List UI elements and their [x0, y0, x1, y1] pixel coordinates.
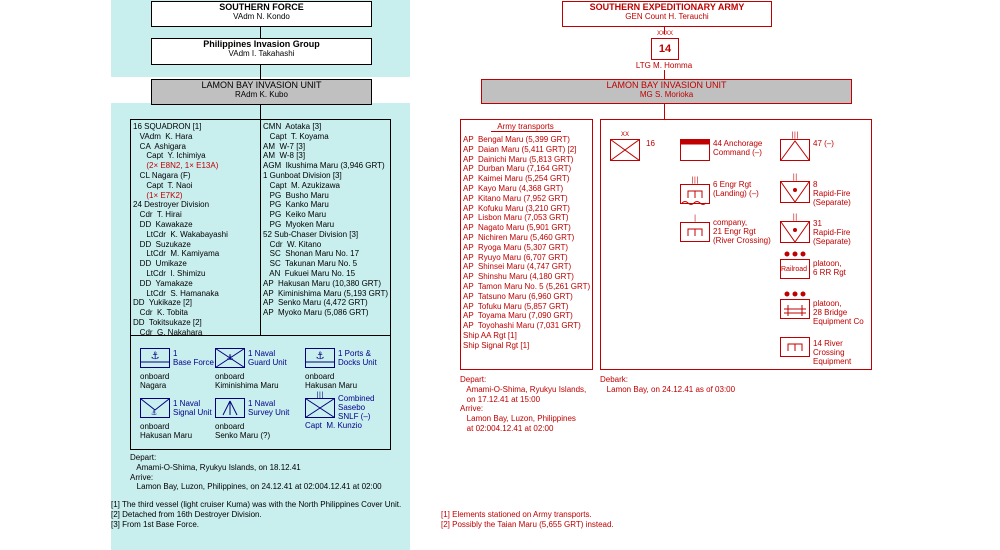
- list-item: AP Nagato Maru (5,901 GRT): [463, 223, 571, 233]
- list-item: CMN Aotaka [3]: [263, 122, 322, 131]
- list-item: LtCdr I. Shimizu: [133, 268, 206, 278]
- svg-text:⚓: ⚓: [150, 351, 160, 362]
- 14th-army-box: [651, 38, 679, 60]
- div16-sym: XX: [620, 131, 630, 138]
- svg-text:||: ||: [792, 173, 798, 181]
- bridge28-label: platoon, 28 Bridge Equipment Co: [813, 299, 864, 326]
- list-item: PG Kanko Maru: [263, 200, 329, 210]
- list-item: AP Tatsuno Maru (6,960 GRT): [463, 291, 573, 301]
- list-item: AP Kitano Maru (7,952 GRT): [463, 193, 568, 203]
- list-item: AP Toyama Maru (7,090 GRT): [463, 311, 573, 321]
- svg-text:⚓: ⚓: [226, 353, 234, 362]
- transports-title-underline: [491, 131, 561, 132]
- navy-lamon-commander: RAdm K. Kubo: [235, 90, 288, 99]
- list-item: PG Busho Maru: [263, 190, 329, 200]
- unit-name: 1 Naval Signal Unit: [173, 399, 212, 417]
- list-item: LtCdr K. Wakabayashi: [133, 229, 228, 239]
- phil-group-title: Philippines Invasion Group: [203, 39, 320, 49]
- list-item: LtCdr M. Kamiyama: [133, 249, 220, 259]
- connector: [260, 26, 261, 38]
- column-divider: [260, 119, 261, 335]
- connector: [664, 70, 665, 79]
- list-item: Capt T. Koyama: [263, 131, 329, 141]
- list-item: DD Kawakaze: [133, 219, 193, 229]
- list-item: AP Myoko Maru (5,086 GRT): [263, 308, 369, 318]
- list-item: PG Keiko Maru: [263, 210, 327, 220]
- army-14-commander: LTG M. Homma: [635, 61, 693, 70]
- svg-text:||: ||: [792, 213, 798, 221]
- list-item: AP Kofuku Maru (3,210 GRT): [463, 203, 570, 213]
- list-item: DD Umikaze: [133, 259, 187, 269]
- unit-onboard: onboard Nagara: [140, 372, 170, 390]
- list-item: AP Kaimei Maru (5,254 GRT): [463, 174, 570, 184]
- sea-commander: GEN Count H. Terauchi: [625, 12, 709, 21]
- unit-name: 1 Naval Guard Unit: [248, 349, 287, 367]
- unit-name: 1 Ports & Docks Unit: [338, 349, 377, 367]
- rgt47-label: 47 (–): [813, 139, 834, 148]
- list-item: AM W-8 [3]: [263, 151, 306, 161]
- list-item: AGM Ikushima Maru (3,946 GRT): [263, 161, 385, 171]
- army-notes: [1] Elements stationed on Army transports. [2] Possibly the Taian Maru (5,655 GRT) instead.: [441, 510, 614, 529]
- navy-notes: [1] The third vessel (light cruiser Kuma) was with the North Philippines Cover Unit. [2] Detached from 16th Destroyer Division. [3] From 1st Base Force.: [111, 500, 402, 529]
- army-lamon-commander: MG S. Morioka: [639, 90, 694, 99]
- southern-force-title: SOUTHERN FORCE: [219, 2, 304, 12]
- 31-rapid-fire-icon: [780, 213, 810, 245]
- guard-unit-icon: [215, 348, 245, 368]
- list-item: SC Shonan Maru No. 17: [263, 249, 360, 259]
- div16-label: 16: [646, 139, 655, 148]
- unit-onboard: Capt M. Kunzio: [305, 421, 362, 430]
- southern-expeditionary-army-box: [562, 1, 772, 27]
- army-transports-list: [463, 135, 590, 351]
- list-item: (2× E8N2, 1× E13A): [133, 161, 219, 171]
- list-item: Ship AA Rgt [1]: [463, 330, 517, 340]
- list-item: AP Kayo Maru (4,368 GRT): [463, 183, 564, 193]
- list-item: AN Fukuei Maru No. 15: [263, 268, 356, 278]
- list-item: AP Shinshu Maru (4,180 GRT): [463, 272, 574, 282]
- rr6-label: platoon, 6 RR Rgt: [813, 259, 846, 277]
- list-item: AM W-7 [3]: [263, 141, 306, 151]
- sea-title: SOUTHERN EXPEDITIONARY ARMY: [589, 2, 745, 12]
- 21-engineer-icon: [680, 214, 710, 244]
- list-item: AP Bengal Maru (5,399 GRT): [463, 135, 570, 144]
- base-force-icon: [140, 348, 170, 368]
- philippines-invasion-group-box: [151, 38, 372, 65]
- 6-engineer-icon: [680, 176, 710, 206]
- river14-label: 14 River Crossing Equipment: [813, 339, 852, 366]
- navy-lamon-unit-box: [151, 79, 372, 105]
- army-debark: Debark: Lamon Bay, on 24.12.41 as of 03:00: [600, 375, 736, 394]
- unit-onboard: onboard Hakusan Maru: [140, 422, 193, 440]
- list-item: AP Dainichi Maru (5,813 GRT): [463, 154, 574, 164]
- rr-symbol-text: Railroad: [781, 266, 808, 273]
- navy-lamon-title: LAMON BAY INVASION UNIT: [201, 80, 322, 90]
- unit-onboard: onboard Kiminishima Maru: [215, 372, 279, 390]
- list-item: Cdr K. Tobita: [133, 308, 188, 318]
- list-item: 1 Gunboat Division [3]: [263, 170, 342, 180]
- list-item: DD Tokitsukaze [2]: [133, 317, 202, 327]
- river-crossing-icon: [780, 337, 810, 359]
- unit-name: 1 Base Force: [173, 349, 214, 367]
- 16-division-icon: [610, 131, 640, 163]
- list-item: Capt Y. Ichimiya: [133, 151, 206, 161]
- list-item: AP Daian Maru (5,411 GRT) [2]: [463, 144, 577, 154]
- anchorage-command-icon: [680, 139, 710, 161]
- army-depart-arrive: Depart: Amami-O-Shima, Ryukyu Islands, on 17.12.41 at 15:00 Arrive: Lamon Bay, Luzon, Philippines at 02:004.12.41 at 02:00: [460, 375, 587, 433]
- svg-text:|: |: [693, 214, 697, 222]
- signal-unit-icon: [140, 398, 170, 418]
- list-item: 24 Destroyer Division: [133, 200, 210, 210]
- list-item: AP Tofuku Maru (5,857 GRT): [463, 301, 569, 311]
- list-item: VAdm K. Hara: [133, 131, 193, 141]
- army-14-symbol: XXXX: [656, 31, 673, 37]
- list-item: DD Suzukaze: [133, 239, 191, 249]
- list-item: (1× E7K2): [133, 190, 183, 200]
- engr6-label: 6 Engr Rgt (Landing) (–): [713, 180, 759, 198]
- list-item: Cdr T. Hirai: [133, 210, 182, 220]
- list-item: LtCdr S. Hamanaka: [133, 288, 219, 298]
- navy-right-column: [263, 122, 388, 318]
- 8-rapid-fire-icon: [780, 173, 810, 205]
- southern-force-box: [151, 1, 372, 27]
- rf8-label: 8 Rapid-Fire (Separate): [813, 180, 851, 207]
- ports-docks-icon: [305, 348, 335, 368]
- army-lamon-unit-box: [481, 79, 852, 104]
- list-item: CA Ashigara: [133, 141, 186, 151]
- list-item: 16 SQUADRON [1]: [133, 122, 202, 131]
- svg-text:⚓: ⚓: [151, 409, 158, 417]
- engr21-label: company, 21 Engr Rgt (River Crossing): [713, 218, 771, 245]
- svg-text:|||: |||: [791, 131, 799, 139]
- unit-name: 1 Naval Survey Unit: [248, 399, 290, 417]
- bridge-equipment-icon: [780, 291, 810, 321]
- army-lamon-title: LAMON BAY INVASION UNIT: [606, 80, 727, 90]
- unit-onboard: onboard Senko Maru (?): [215, 422, 271, 440]
- rf31-label: 31 Rapid-Fire (Separate): [813, 219, 851, 246]
- list-item: AP Lisbon Maru (7,053 GRT): [463, 213, 569, 223]
- connector: [260, 104, 261, 119]
- list-item: CL Nagara (F): [133, 170, 191, 180]
- list-item: AP Nichiren Maru (5,460 GRT): [463, 232, 575, 242]
- phil-group-commander: VAdm I. Takahashi: [228, 49, 295, 58]
- list-item: AP Ryuyo Maru (6,707 GRT): [463, 252, 568, 262]
- list-item: Ship Signal Rgt [1]: [463, 340, 530, 350]
- list-item: AP Tamon Maru No. 5 (5,261 GRT): [463, 281, 591, 291]
- list-item: 52 Sub-Chaser Division [3]: [263, 229, 359, 239]
- svg-text:⚓: ⚓: [315, 351, 325, 362]
- anchorage-label: 44 Anchorage Command (–): [713, 139, 763, 157]
- unit-onboard: onboard Hakusan Maru: [305, 372, 358, 390]
- list-item: AP Toyohashi Maru (7,031 GRT): [463, 321, 581, 331]
- list-item: Cdr G. Nakahara: [133, 327, 203, 337]
- snlf-icon: [305, 390, 335, 418]
- list-item: AP Hakusan Maru (10,380 GRT): [263, 278, 381, 288]
- unit-name: Combined Sasebo SNLF (–): [338, 394, 375, 421]
- navy-left-column: [133, 122, 228, 338]
- svg-text:|||: |||: [691, 176, 699, 184]
- list-item: AP Durban Maru (7,164 GRT): [463, 164, 572, 174]
- list-item: AP Kiminishima Maru (5,193 GRT): [263, 288, 389, 298]
- list-item: DD Yamakaze: [133, 278, 193, 288]
- list-item: Cdr W. Kitano: [263, 239, 322, 249]
- list-item: AP Senko Maru (4,472 GRT): [263, 298, 368, 308]
- list-item: PG Myoken Maru: [263, 219, 335, 229]
- southern-force-commander: VAdm N. Kondo: [233, 12, 290, 21]
- list-item: Capt T. Naoi: [133, 180, 193, 190]
- survey-unit-icon: [215, 398, 245, 418]
- 47-regiment-icon: [780, 131, 810, 163]
- list-item: SC Takunan Maru No. 5: [263, 259, 358, 269]
- connector: [664, 103, 665, 119]
- army-14-number: 14: [658, 43, 672, 55]
- list-item: AP Shinsei Maru (4,747 GRT): [463, 262, 572, 272]
- connector: [260, 64, 261, 79]
- list-item: AP Ryoga Maru (5,307 GRT): [463, 242, 569, 252]
- list-item: DD Yukikaze [2]: [133, 298, 192, 308]
- navy-depart-arrive: Depart: Amami-O-Shima, Ryukyu Islands, on 18.12.41 Arrive: Lamon Bay, Luzon, Philippines, on 24.12.41 at 02:004.12.41 at 02:00: [130, 453, 382, 492]
- army-transports-title: Army transports: [497, 122, 554, 131]
- list-item: Capt M. Azukizawa: [263, 180, 340, 190]
- svg-text:|||: |||: [316, 391, 324, 399]
